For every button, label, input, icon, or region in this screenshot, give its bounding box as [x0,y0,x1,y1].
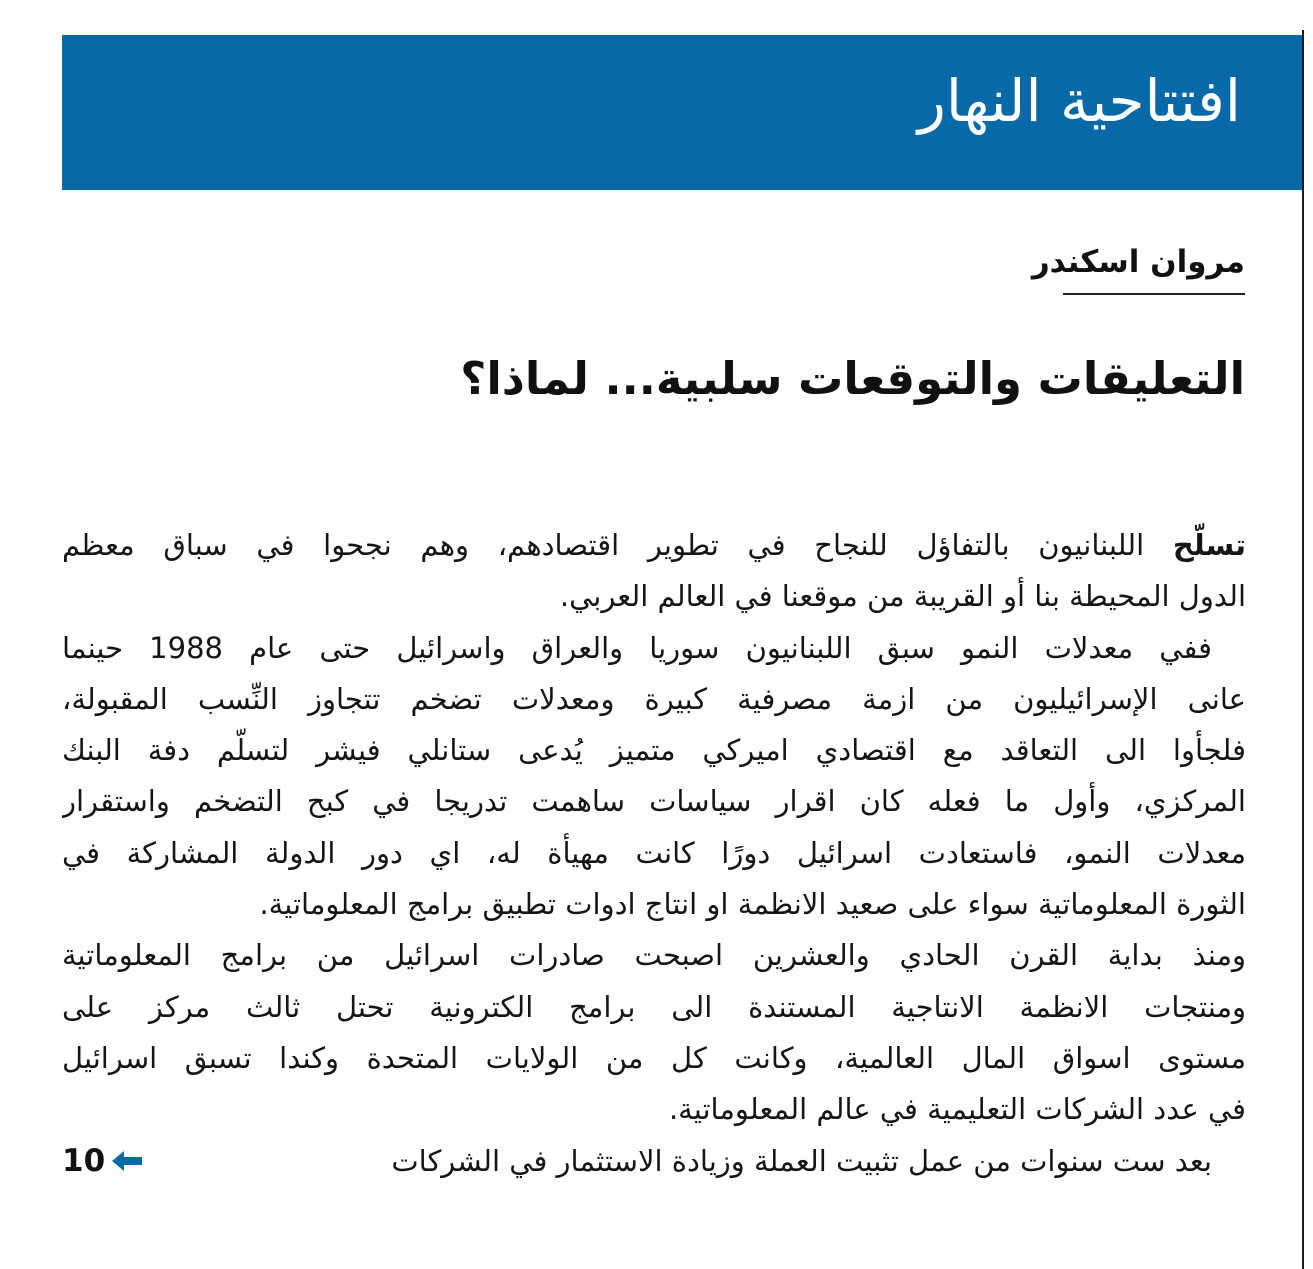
article-body [62,520,1246,1187]
column-title: افتتاحية النهار [917,67,1241,135]
continuation-line [62,1136,1246,1187]
body-line: عانى الإسرائيليون من ازمة مصرفية كبيرة ومعدلات تضخم تتجاوز النِّسب المقبولة، [62,681,1246,716]
arrow-left-icon [111,1150,143,1172]
author-name: مروان اسكندر [1031,244,1245,280]
body-line: المركزي، وأول ما فعله كان اقرار سياسات ساهمت تدريجا في كبح التضخم واستقرار [62,784,1246,819]
body-line-text: اللبنانيون بالتفاؤل للنجاح في تطوير اقتصادهم، وهم نجحوا في سباق معظم [62,528,1145,562]
body-line: معدلات النمو، فاستعادت اسرائيل دورًا كانت مهيأة له، اي دور الدولة المشاركة في [62,835,1246,870]
page-edge-rule [1302,30,1304,1269]
byline [1031,240,1245,295]
body-line: الثورة المعلوماتية سواء على صعيد الانظمة او انتاج ادوات تطبيق برامج المعلوماتية. [259,887,1246,922]
continuation-text: بعد ست سنوات من عمل تثبيت العملة وزيادة الاستثمار في الشركات [391,1143,1212,1178]
body-line: مستوى اسواق المال العالمية، وكانت كل من الولايات المتحدة وكندا تسبق اسرائيل [62,1040,1246,1075]
article-headline: التعليقات والتوقعات سلبية... لماذا؟ [460,352,1245,405]
body-line: الدول المحيطة بنا أو القريبة من موقعنا في العالم العربي. [559,579,1246,614]
lead-word: تسلّح [1172,528,1246,562]
body-line [62,520,1246,571]
body-line: في عدد الشركات التعليمية في عالم المعلوماتية. [668,1092,1246,1127]
jump-page-number: 10 [62,1142,106,1179]
jump-link[interactable] [62,1136,143,1187]
body-line: فلجأوا الى التعاقد مع اقتصادي اميركي متميز يُدعى ستانلي فيشر لتسلّم دفة البنك [62,733,1246,768]
body-line: ومنذ بداية القرن الحادي والعشرين اصبحت صادرات اسرائيل من برامج المعلوماتية [62,938,1246,973]
body-line: ومنتجات الانظمة الانتاجية المستندة الى برامج الكترونية تحتل ثالث مركز على [62,989,1246,1024]
body-line: ففي معدلات النمو سبق اللبنانيون سوريا والعراق واسرائيل حتى عام 1988 حينما [62,630,1212,665]
